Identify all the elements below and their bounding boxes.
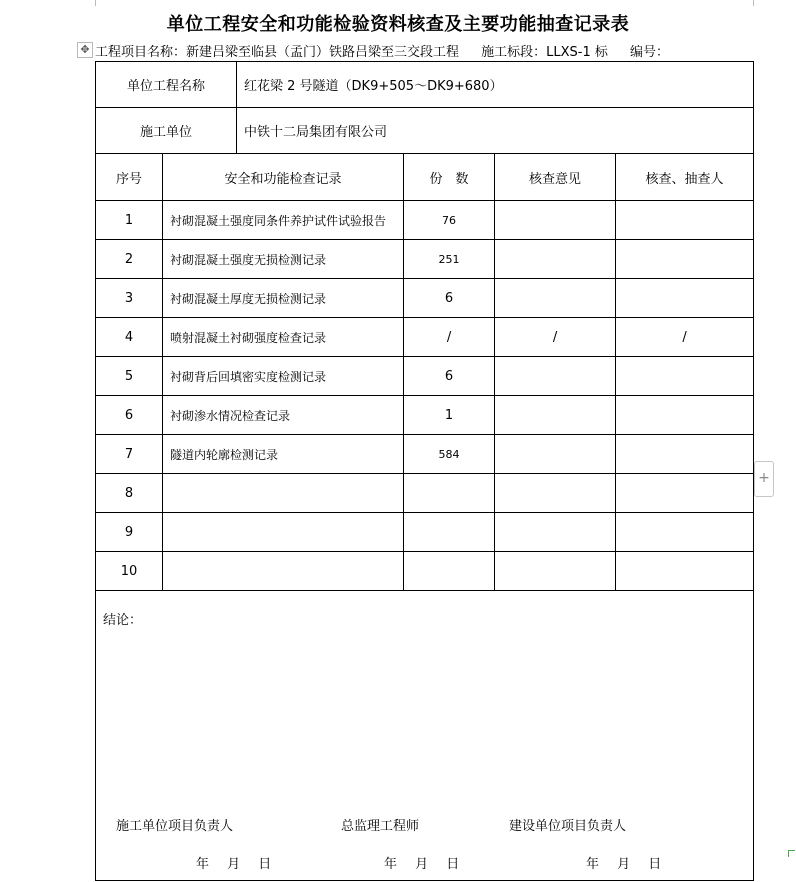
row-count[interactable]: 6 [404,357,495,396]
table-row [96,318,754,357]
unit-project-value[interactable]: 红花梁 2 号隧道（DK9+505～DK9+680） [237,62,754,108]
table-row [96,396,754,435]
row-record[interactable] [163,513,404,552]
row-record[interactable] [163,552,404,591]
chief-supervisor-label: 总监理工程师 [341,819,420,834]
document-title: 单位工程安全和功能检验资料核查及主要功能抽查记录表 [166,14,630,35]
table-row [96,435,754,474]
project-name: 工程项目名称：新建吕梁至临县（孟门）铁路吕梁至三交段工程 [95,45,460,60]
column-header-opinion: 核查意见 [495,154,616,201]
row-checker[interactable] [616,435,754,474]
row-count[interactable]: 6 [404,279,495,318]
column-header-checker: 核查、抽查人 [616,154,754,201]
row-number[interactable]: 4 [96,318,163,357]
move-icon[interactable]: ✥ [77,42,93,58]
row-record[interactable]: 喷射混凝土衬砌强度检查记录 [163,318,404,357]
row-count[interactable]: 584 [404,435,495,474]
row-opinion[interactable] [495,396,616,435]
table-row [96,513,754,552]
owner-manager-label: 建设单位项目负责人 [509,819,627,834]
plus-icon[interactable]: + [754,461,774,497]
serial-number: 编号： [630,45,670,60]
table-row [96,552,754,591]
row-checker[interactable] [616,552,754,591]
date-contractor: 年 月 日 [196,857,272,872]
row-checker[interactable] [616,474,754,513]
row-count[interactable]: 251 [404,240,495,279]
table-body [96,201,754,591]
unit-project-label: 单位工程名称 [96,62,237,108]
row-number[interactable]: 10 [96,552,163,591]
row-record[interactable]: 隧道内轮廓检测记录 [163,435,404,474]
conclusion-label: 结论： [103,613,143,628]
row-opinion[interactable]: / [495,318,616,357]
contractor-label: 施工单位 [96,108,237,154]
row-number[interactable]: 5 [96,357,163,396]
row-opinion[interactable] [495,240,616,279]
table-row [96,240,754,279]
column-header-count: 份 数 [404,154,495,201]
row-checker[interactable] [616,279,754,318]
row-number[interactable]: 6 [96,396,163,435]
row-checker[interactable]: / [616,318,754,357]
row-number[interactable]: 2 [96,240,163,279]
row-record[interactable]: 衬砌混凝土强度无损检测记录 [163,240,404,279]
row-record[interactable]: 衬砌混凝土强度同条件养护试件试验报告 [163,201,404,240]
table-row [96,474,754,513]
corner-mark [788,850,795,857]
contractor-manager-label: 施工单位项目负责人 [116,819,234,834]
row-number[interactable]: 8 [96,474,163,513]
row-opinion[interactable] [495,201,616,240]
row-opinion[interactable] [495,357,616,396]
row-checker[interactable] [616,396,754,435]
row-record[interactable]: 衬砌背后回填密实度检测记录 [163,357,404,396]
column-header-record: 安全和功能检查记录 [163,154,404,201]
project-info-line [95,41,687,60]
row-checker[interactable] [616,201,754,240]
date-owner: 年 月 日 [586,857,662,872]
row-number[interactable]: 1 [96,201,163,240]
table-row [96,201,754,240]
column-header-no: 序号 [96,154,163,201]
row-opinion[interactable] [495,435,616,474]
row-number[interactable]: 9 [96,513,163,552]
row-opinion[interactable] [495,474,616,513]
row-count[interactable]: / [404,318,495,357]
row-opinion[interactable] [495,279,616,318]
row-checker[interactable] [616,240,754,279]
row-count[interactable]: 76 [404,201,495,240]
section-name: 施工标段：LLXS-1 标 [481,45,608,60]
row-opinion[interactable] [495,513,616,552]
row-count[interactable] [404,552,495,591]
row-record[interactable]: 衬砌渗水情况检查记录 [163,396,404,435]
row-checker[interactable] [616,513,754,552]
table-row [96,357,754,396]
row-count[interactable]: 1 [404,396,495,435]
contractor-value[interactable]: 中铁十二局集团有限公司 [237,108,754,154]
row-number[interactable]: 3 [96,279,163,318]
row-checker[interactable] [616,357,754,396]
date-supervisor: 年 月 日 [384,857,460,872]
table-row [96,279,754,318]
row-record[interactable] [163,474,404,513]
row-opinion[interactable] [495,552,616,591]
row-record[interactable]: 衬砌混凝土厚度无损检测记录 [163,279,404,318]
row-count[interactable] [404,474,495,513]
conclusion-cell[interactable] [96,591,754,881]
row-count[interactable] [404,513,495,552]
row-number[interactable]: 7 [96,435,163,474]
inspection-table [95,61,754,881]
